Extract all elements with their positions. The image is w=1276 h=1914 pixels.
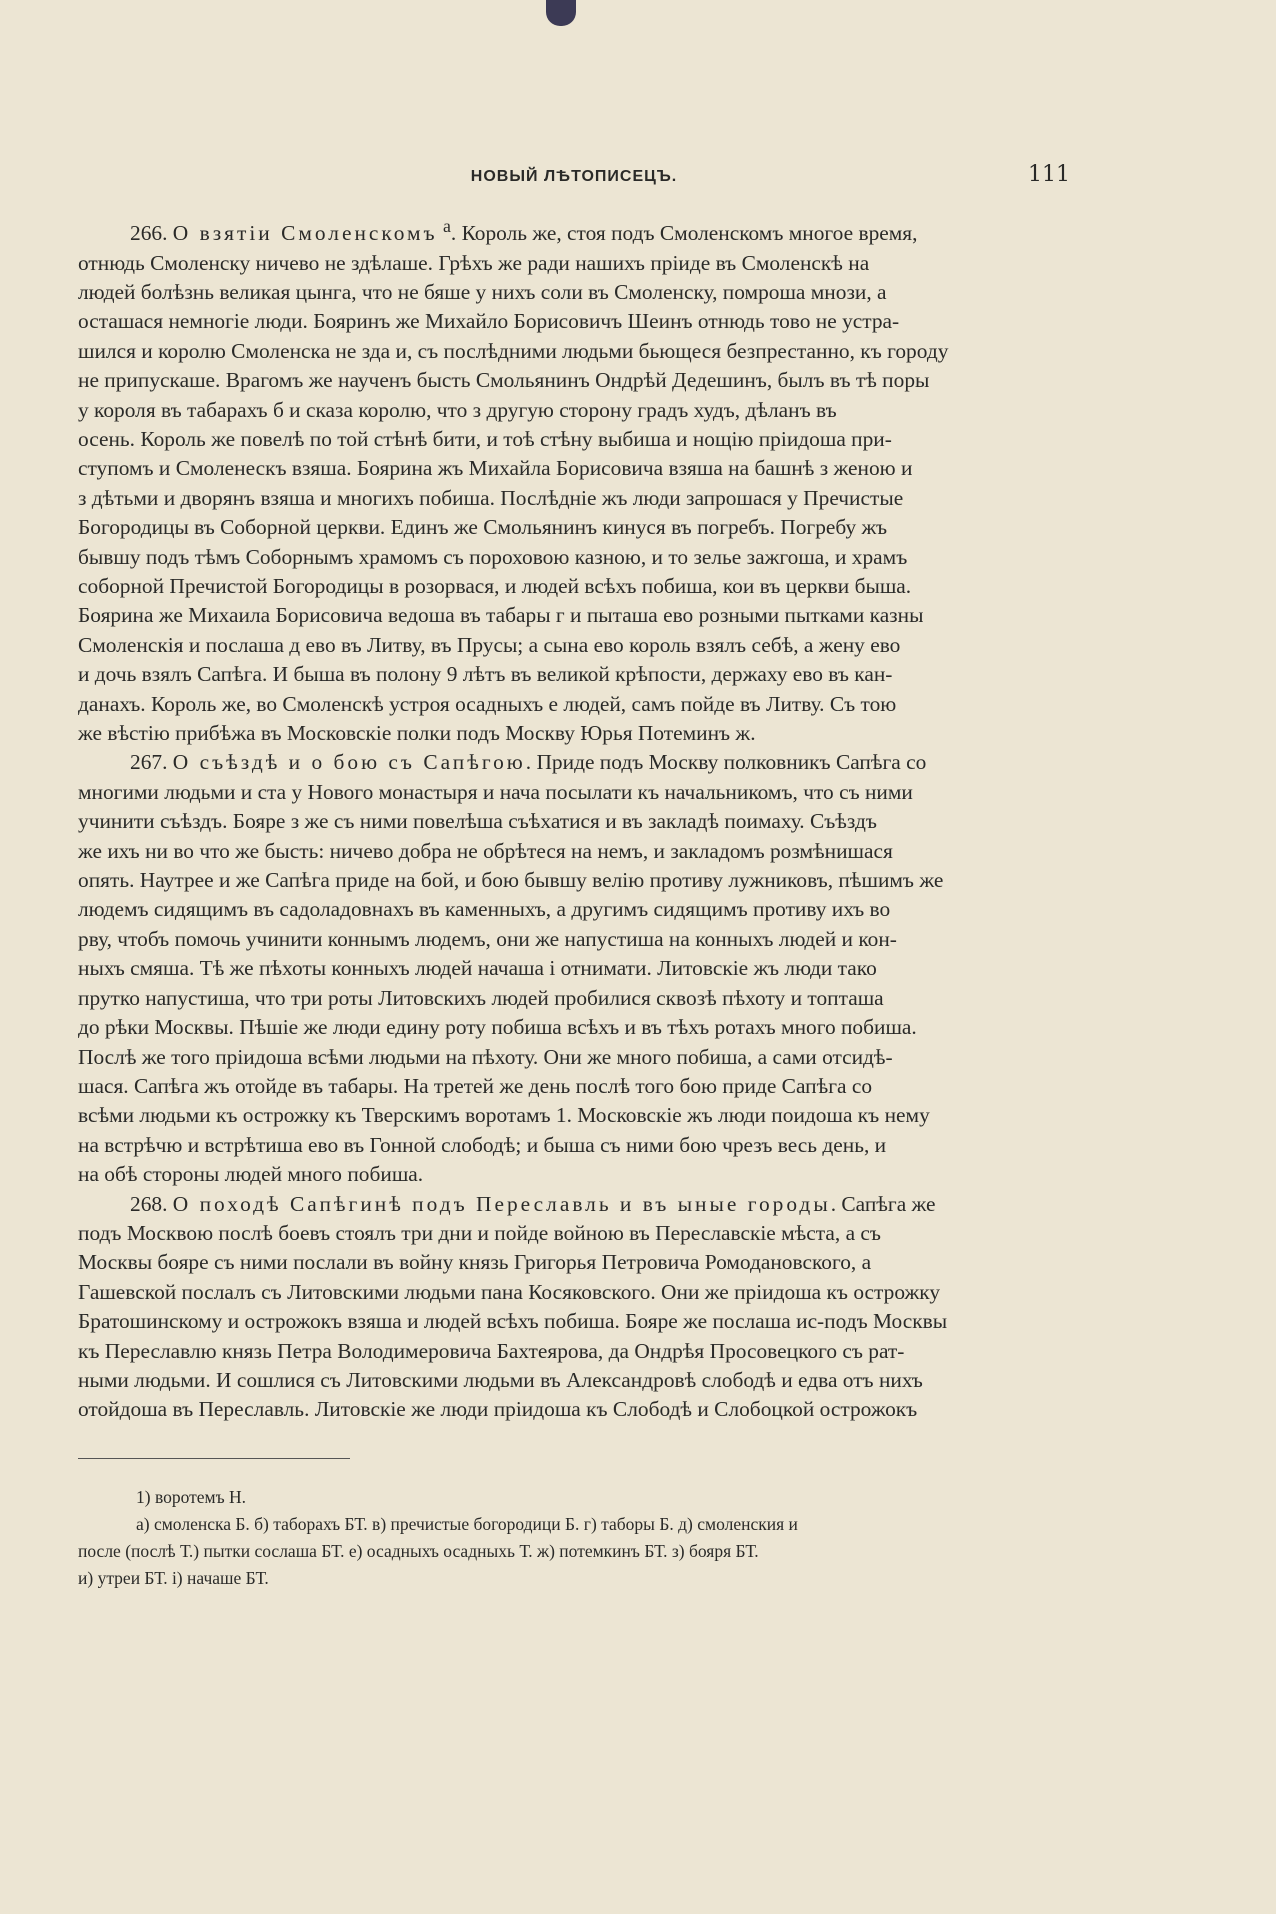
footnote-rule	[78, 1458, 350, 1459]
section-text: . Приде подъ Москву полковникъ Сапѣга со многими людьми и ста у Нового монастыря и нача посылати къ начальникомъ, что съ ними учинити съѣздъ. Бояре з же съ ними повелѣша съѣхатися и въ закладѣ поимаху. Съѣздъ же ихъ ни во что же бысть: ничево добра не обрѣтеся на немъ, и закладомъ розмѣнишася опять. Наутрее и же Сапѣга приде на бой, и бою бывшу велію противу лужниковъ, пѣшимъ же людемъ сидящимъ въ садоладовнахъ въ каменныхъ, а другимъ сидящимъ противу ихъ во рву, чтобъ помочь учинити коннымъ людемъ, они же напустиша на конныхъ людей и кон- ныхъ смяша. Тѣ же пѣхоты конныхъ людей начаша і отнимати. Литовскіе жъ люди тако прутко напустиша, что три роты Литовскихъ людей пробилися сквозѣ пѣхоту и топташа до рѣки Москвы. Пѣшіе же люди едину роту побиша всѣхъ и въ тѣхъ ротахъ много побиша. Послѣ же того пріидоша всѣми людьми на пѣхоту. Они же много побиша, а сами отсидѣ- шася. Сапѣга жъ отойде въ табары. На третей же день послѣ того бою приде Сапѣга со всѣми людьми къ острожку къ Тверскимъ воротамъ 1. Московскіе жъ люди поидоша къ нему на встрѣчю и встрѣтиша ево въ Гонной слободѣ; и быша съ ними бою чрезъ весь день, и на обѣ стороны людей много побиша.	[78, 750, 944, 1187]
ink-blot	[546, 0, 576, 26]
main-text	[78, 212, 1072, 1425]
section-number: 267.	[130, 750, 168, 775]
section-text: . Сапѣга же подъ Москвою послѣ боевъ стоялъ три дни и пойде войною въ Переславскіе мѣста, а съ Москвы бояре съ ними послали въ войну князь Григорья Петровича Ромодановского, а Гашевской послалъ съ Литовскими людьми пана Косяковского. Они же пріидоша къ острожку Братошинскому и острожокъ взяша и людей всѣхъ побиша. Бояре же послаша ис-подъ Москвы къ Переславлю князь Петра Володимеровича Бахтеярова, да Ондрѣя Просовецкого съ рат- ными людьми. И сошлися съ Литовскими людьми въ Александровѣ слободѣ и едва отъ нихъ отойдоша въ Переславль. Литовскіе же люди пріидоша къ Слободѣ и Слобоцкой острожокъ	[78, 1191, 948, 1422]
footnotes	[78, 1484, 1072, 1592]
page-number: 111	[1028, 162, 1070, 187]
running-title: НОВЫЙ ЛѢТОПИСЕЦЪ.	[470, 168, 678, 185]
section-paragraph	[78, 1190, 1072, 1425]
heading-note: а	[442, 216, 451, 236]
section-text: . Король же, стоя подъ Смоленскомъ многое время, отнюдь Смоленску ничево не здѣлаше. Грѣхъ же ради нашихъ пріиде въ Смоленскѣ на людей болѣзнь великая цынга, что не бяше у нихъ соли въ Смоленску, помроша мнози, а осташася немногіе люди. Бояринъ же Михайло Борисовичъ Шеинъ отнюдь тово не устра- шился и королю Смоленска не зда и, съ послѣдними людьми бьющеся безпрестанно, къ городу не припускаше. Врагомъ же наученъ бысть Смольянинъ Ондрѣй Дедешинъ, былъ въ тѣ поры у короля въ табарахъ б и сказа королю, что з другую сторону градъ худъ, дѣланъ въ осень. Король же повелѣ по той стѣнѣ бити, и тоѣ стѣну выбиша и нощію пріидоша при- ступомъ и Смоленескъ взяша. Боярина жъ Михайла Борисовича взяша на башнѣ з женою и з дѣтьми и дворянъ взяша и многихъ побиша. Послѣдніе жъ люди запрошася у Пречистые Богородицы въ Соборной церкви. Единъ же Смольянинъ кинуся въ погребъ. Погребу жъ бывшу подъ тѣмъ Соборнымъ храмомъ съ пороховою казною, и то зелье зажгоша, и храмъ соборной Пречистой Богородицы в розорвася, и людей всѣхъ побиша, кои въ церкви быша. Боярина же Михаила Борисовича ведоша въ табары г и пыташа ево розными пытками казны Смоленскія и послаша д ево въ Литву, въ Прусы; а сына ево король взялъ себѣ, а жену ево и дочь взялъ Сапѣга. И быша въ полону 9 лѣтъ въ великой крѣпости, держаху ево въ кан- данахъ. Король же, во Смоленскѣ устроя осадныхъ е людей, самъ пойде въ Литву. Съ тою же вѣстію прибѣжа въ Московскіе полки подъ Москву Юрья Потеминъ ж.	[78, 221, 949, 746]
footnote-numbered: 1) воротемъ Н.	[136, 1487, 247, 1507]
section-heading: О съѣздѣ и о бою съ Сапѣгою	[172, 750, 526, 775]
section-number: 266.	[130, 221, 168, 246]
footnote-lettered: а) смоленска Б. б) таборахъ БТ. в) пречистые богородици Б. г) таборы Б. д) смоленския и после (послѣ Т.) пытки сослаша БТ. е) осадныхъ осадныхь Т. ж) потемкинъ БТ. з) бояря БТ. и) утреи БТ. і) начаше БТ.	[78, 1514, 798, 1588]
section-number: 268.	[130, 1191, 168, 1216]
section-heading: О взятіи Смоленскомъ	[172, 221, 438, 246]
section-heading: О походѣ Сапѣгинѣ подъ Переславль и въ ыные городы	[172, 1191, 831, 1216]
section-paragraph	[78, 748, 1072, 1189]
page-header	[78, 162, 1070, 192]
section-paragraph	[78, 212, 1072, 748]
